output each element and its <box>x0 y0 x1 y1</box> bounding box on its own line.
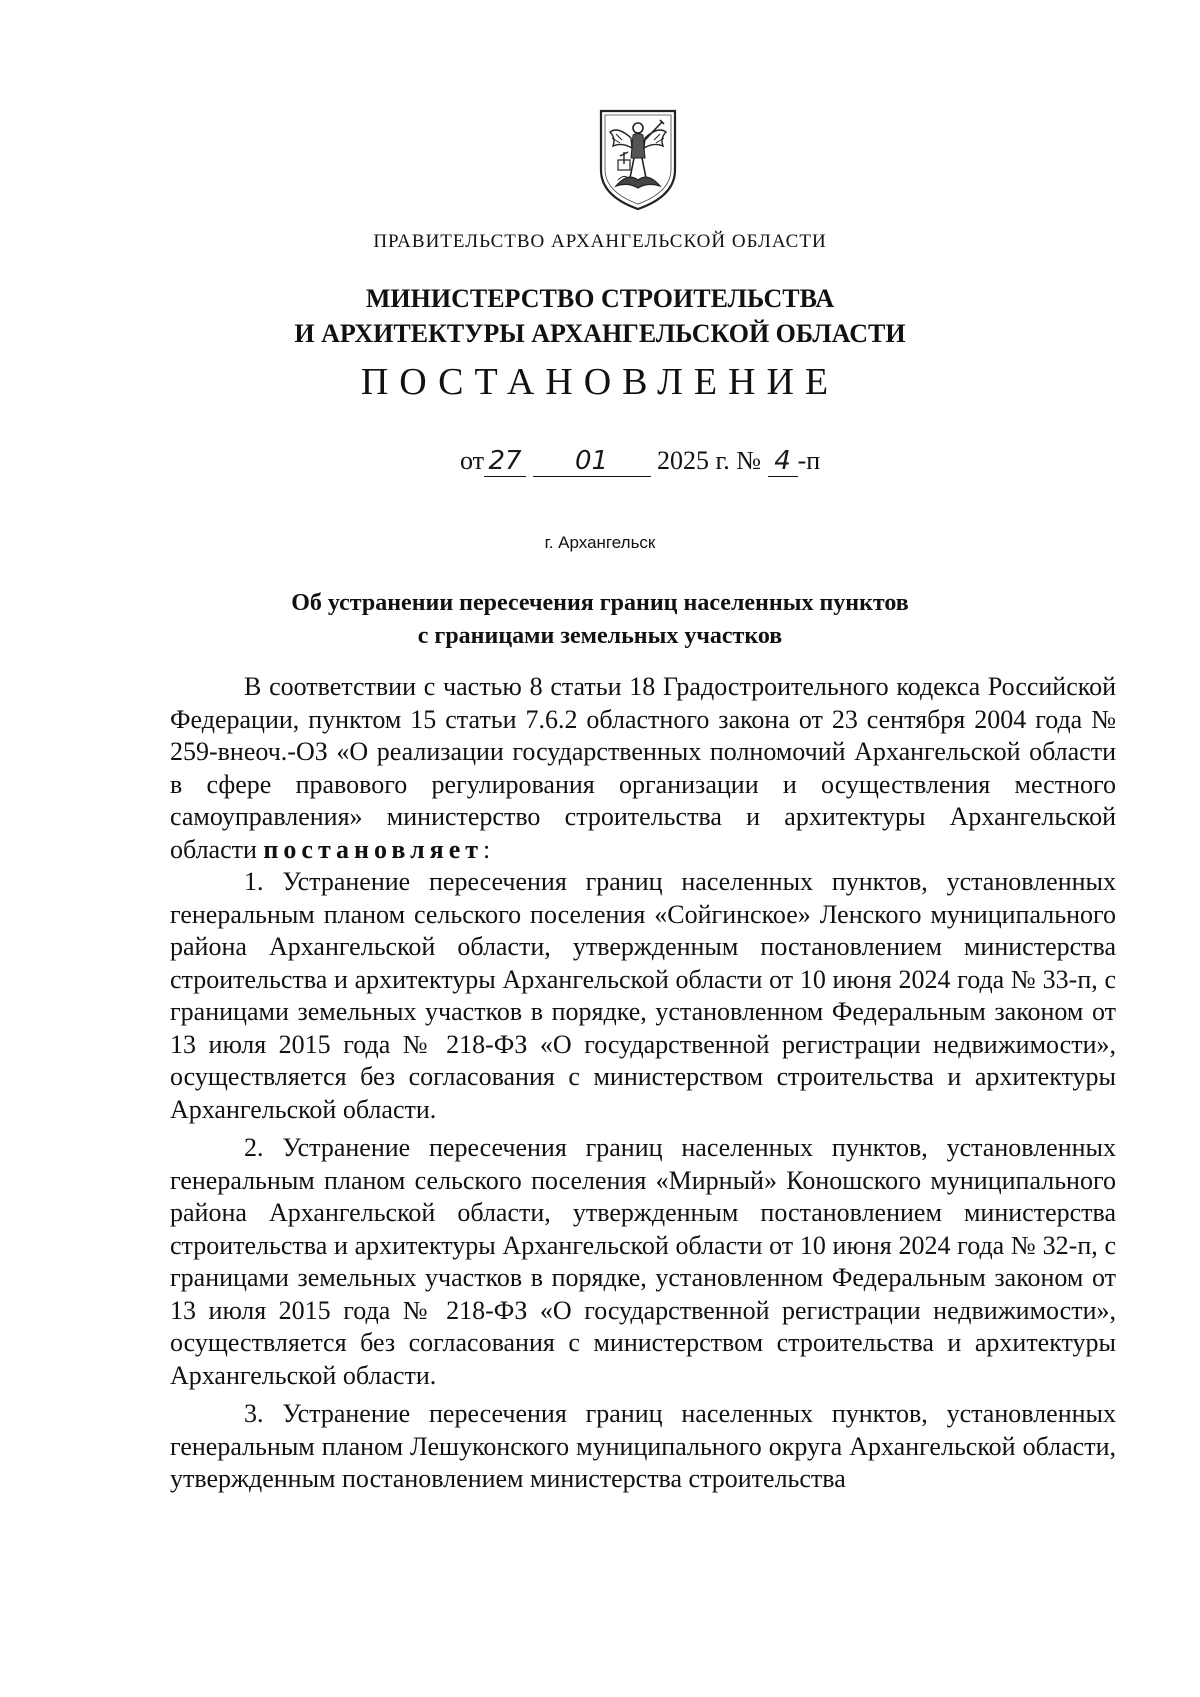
arkhangelsk-coat-of-arms-icon <box>598 108 678 212</box>
date-number-line <box>460 446 820 477</box>
handwritten-day: 27 <box>484 446 526 477</box>
document-title-line-2: с границами земельных участков <box>417 623 783 649</box>
ministry-name <box>0 281 1200 351</box>
date-year-number-label: 2025 г. № <box>657 446 762 475</box>
item-2-paragraph: 2. Устранение пересечения границ населенных пунктов, установленных генеральным планом сельского поселения «Мирный» Коношского муниципального района Архангельской области, утвержденным постановлением министерства строительства и архитектуры Архангельской области от 10 июня 2024 года № 32-п, с границами земельных участков в порядке, установленном Федеральным законом от 13 июля 2015 года № 218-ФЗ «О государственной регистрации недвижимости», осуществляется без согласования с министерством строительства и архитектуры Архангельской области. <box>170 1133 1116 1390</box>
preamble-paragraph <box>170 671 1116 866</box>
date-prefix: от <box>460 446 485 475</box>
number-suffix: -п <box>797 446 821 475</box>
city-name: г. Архангельск <box>544 533 656 552</box>
handwritten-number: 4 <box>768 446 798 477</box>
coat-of-arms-emblem <box>598 108 678 212</box>
document-body <box>170 671 1116 1496</box>
ministry-name-line-1: МИНИСТЕРСТВО СТРОИТЕЛЬСТВА <box>365 284 835 313</box>
handwritten-month: 01 <box>533 446 651 477</box>
preamble-text: В соответствии с частью 8 статьи 18 Градостроительного кодекса Российской Федерации, пунктом 15 статьи 7.6.2 областного закона от 23 сентября 2004 года № 259-внеоч.-ОЗ «О реализации государственных полномочий Архангельской области в сфере правового регулирования организации и осуществления местного самоуправления» министерство строительства и архитектуры Архангельской области <box>170 672 1116 864</box>
decree-word: постановляет <box>263 834 484 864</box>
government-name: ПРАВИТЕЛЬСТВО АРХАНГЕЛЬСКОЙ ОБЛАСТИ <box>373 231 827 252</box>
item-1-paragraph: 1. Устранение пересечения границ населенных пунктов, установленных генеральным планом сельского поселения «Сойгинское» Ленского муниципального района Архангельской области, утвержденным постановлением министерства строительства и архитектуры Архангельской области от 10 июня 2024 года № 33-п, с границами земельных участков в порядке, установленном Федеральным законом от 13 июля 2015 года № 218-ФЗ «О государственной регистрации недвижимости», осуществляется без согласования с министерством строительства и архитектуры Архангельской области. <box>170 867 1116 1124</box>
document-type: ПОСТАНОВЛЕНИЕ <box>360 361 840 403</box>
decree-punctuation: : <box>483 834 491 864</box>
document-title <box>0 587 1200 653</box>
document-title-line-1: Об устранении пересечения границ населенных пунктов <box>291 590 909 616</box>
item-3-paragraph: 3. Устранение пересечения границ населенных пунктов, установленных генеральным планом Лешуконского муниципального округа Архангельской области, утвержденным постановлением министерства строительства <box>170 1399 1116 1493</box>
ministry-name-line-2: И АРХИТЕКТУРЫ АРХАНГЕЛЬСКОЙ ОБЛАСТИ <box>294 319 906 348</box>
